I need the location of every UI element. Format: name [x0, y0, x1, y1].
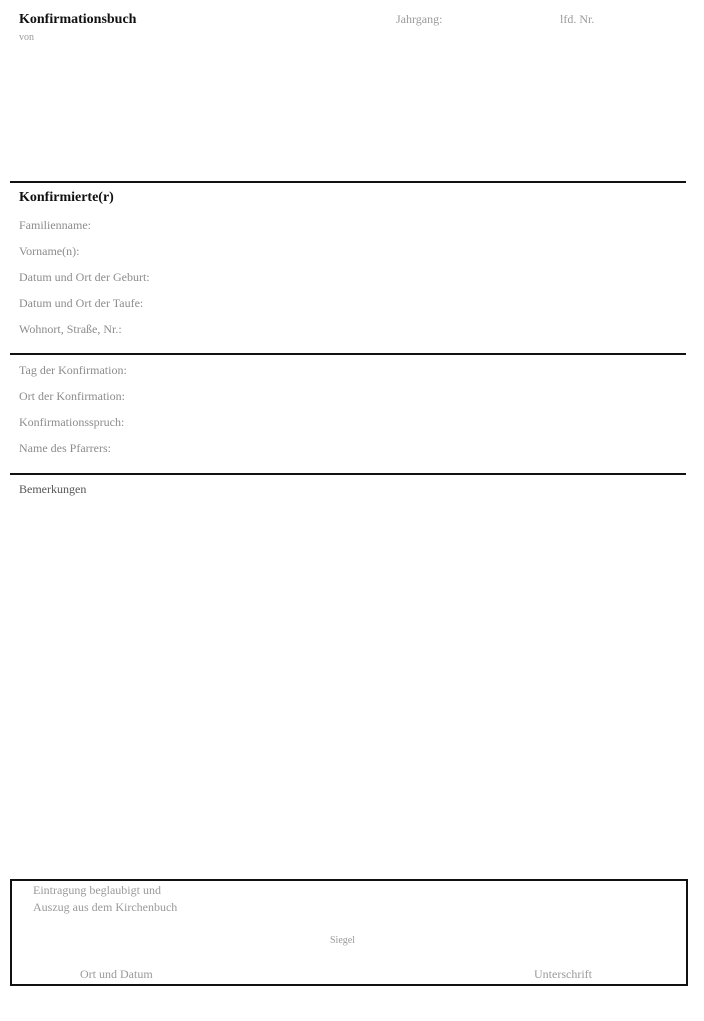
- confirmand-section-title: Konfirmierte(r): [19, 190, 114, 205]
- field-birth: Datum und Ort der Geburt:: [19, 270, 150, 284]
- field-baptism: Datum und Ort der Taufe:: [19, 296, 144, 310]
- field-given-names: Vorname(n):: [19, 244, 80, 258]
- field-confirmation-date: Tag der Konfirmation:: [19, 363, 127, 377]
- section-divider: [10, 181, 686, 183]
- field-confirmation-verse: Konfirmationsspruch:: [19, 415, 125, 429]
- page-title: Konfirmationsbuch: [19, 12, 137, 27]
- field-address: Wohnort, Straße, Nr.:: [19, 322, 122, 336]
- section-divider: [10, 353, 686, 355]
- section-divider: [10, 473, 686, 475]
- field-pastor-name: Name des Pfarrers:: [19, 441, 111, 455]
- certification-line-1: Eintragung beglaubigt und: [33, 883, 161, 897]
- place-date-label: Ort und Datum: [80, 967, 153, 981]
- remarks-title: Bemerkungen: [19, 482, 87, 496]
- number-label: lfd. Nr.: [560, 12, 595, 26]
- seal-label: Siegel: [330, 935, 355, 946]
- field-family-name: Familienname:: [19, 218, 91, 232]
- header-subtitle: von: [19, 32, 34, 43]
- certification-line-2: Auszug aus dem Kirchenbuch: [33, 900, 178, 914]
- year-label: Jahrgang:: [396, 12, 443, 26]
- signature-label: Unterschrift: [534, 967, 592, 981]
- field-confirmation-place: Ort der Konfirmation:: [19, 389, 125, 403]
